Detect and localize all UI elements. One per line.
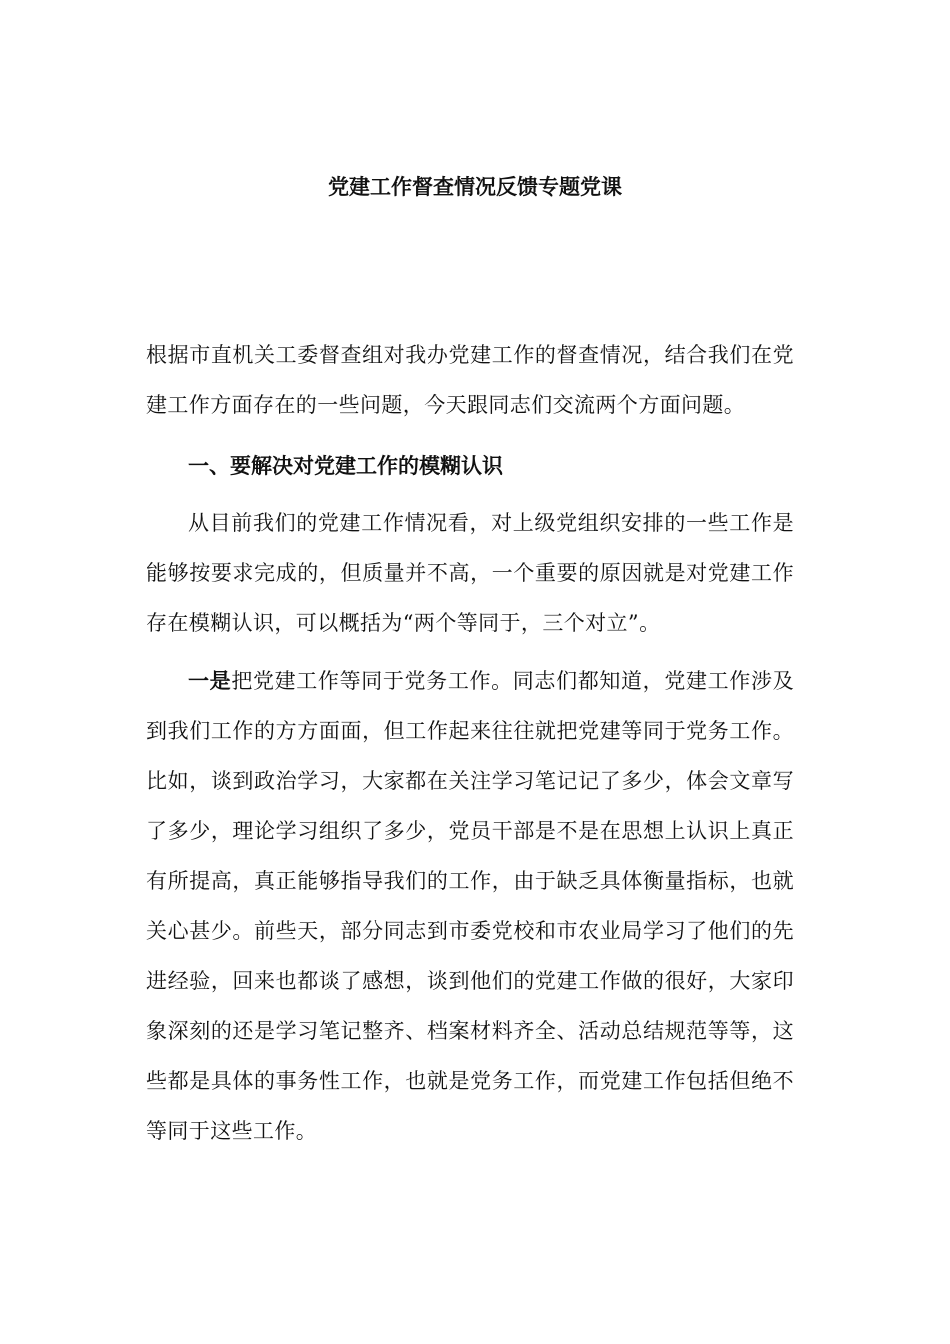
section-paragraph: 从目前我们的党建工作情况看，对上级党组织安排的一些工作是能够按要求完成的，但质量并不高，一个重要的原因就是对党建工作存在模糊认识，可以概括为“两个等同于，三个对立”。 (146, 511, 794, 635)
point-lead: 一是 (188, 669, 232, 693)
point-text: 把党建工作等同于党务工作。同志们都知道，党建工作涉及到我们工作的方方面面，但工作起来往往就把党建等同于党务工作。比如，谈到政治学习，大家都在关注学习笔记记了多少，体会文章写了多少，理论学习组织了多少，党员干部是不是在思想上认识上真正有所提高，真正能够指导我们的工作，由于缺乏具体衡量指标，也就关心甚少。前些天，部分同志到市委党校和市农业局学习了他们的先进经验，回来也都谈了感想，谈到他们的党建工作做的很好，大家印象深刻的还是学习笔记整齐、档案材料齐全、活动总结规范等等，这些都是具体的事务性工作，也就是党务工作，而党建工作包括但绝不等同于这些工作。 (146, 669, 794, 1143)
spacer (146, 430, 794, 438)
section-heading: 一、要解决对党建工作的模糊认识 (188, 454, 503, 478)
point-paragraph (146, 656, 794, 1156)
document-title: 党建工作督查情况反馈专题党课 (328, 175, 622, 199)
document-body (146, 330, 794, 1156)
intro-paragraph: 根据市直机关工委督查组对我办党建工作的督查情况，结合我们在党建工作方面存在的一些问题，今天跟同志们交流两个方面问题。 (146, 343, 794, 417)
spacer (146, 648, 794, 656)
